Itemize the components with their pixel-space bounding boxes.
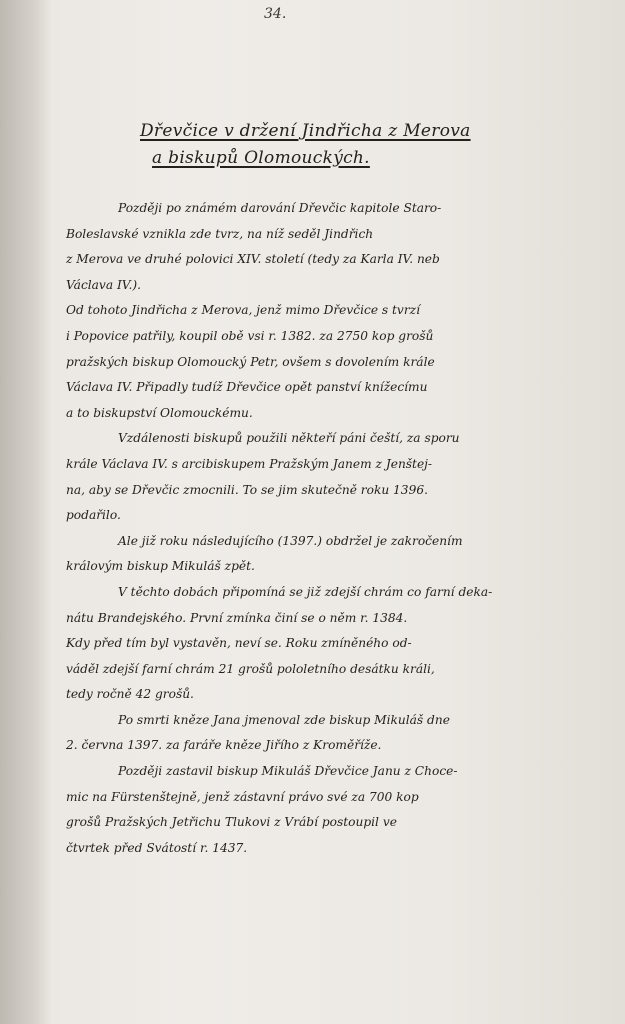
text-line: tedy ročně 42 grošů. [66, 687, 194, 702]
text-line: V těchto dobách připomíná se již zdejší chrám co farní deka- [118, 584, 493, 599]
text-line: podařilo. [66, 508, 121, 523]
text-line: i Popovice patřily, koupil obě vsi r. 1382. za 2750 kop grošů [66, 328, 434, 343]
handwritten-body [66, 196, 592, 861]
text-line: Václava IV. Připadly tudíž Dřevčice opět panství knížecímu [66, 380, 428, 395]
text-line: váděl zdejší farní chrám 21 grošů pololetního desátku králi, [66, 661, 435, 676]
text-line: 2. června 1397. za faráře kněze Jiřího z Kroměříže. [66, 738, 382, 753]
text-line: z Merova ve druhé polovici XIV. století (tedy za Karla IV. neb [66, 252, 440, 267]
text-line: na, aby se Dřevčic zmocnili. To se jim skutečně roku 1396. [66, 482, 428, 497]
title-line-2: a biskupů Olomouckých. [152, 148, 370, 168]
page-number: 34. [264, 6, 287, 22]
paragraph-4 [66, 529, 592, 580]
text-line: mic na Fürstenštejně, jenž zástavní právo své za 700 kop [66, 789, 419, 804]
text-line: Boleslavské vznikla zde tvrz, na níž seděl Jindřich [66, 226, 374, 241]
text-line: grošů Pražských Jetřichu Tlukovi z Vrábí postoupil ve [66, 815, 397, 830]
text-line: Od tohoto Jindřicha z Merova, jenž mimo Dřevčice s tvrzí [66, 303, 420, 318]
text-line: a to biskupství Olomouckému. [66, 405, 253, 420]
text-line: Po smrti kněze Jana jmenoval zde biskup Mikuláš dne [118, 712, 450, 727]
text-line: Kdy před tím byl vystavěn, neví se. Roku zmíněného od- [66, 636, 412, 651]
text-line: Později po známém darování Dřevčic kapitole Staro- [118, 201, 442, 215]
text-line: Ale již roku následujícího (1397.) obdržel je zakročením [118, 533, 463, 548]
text-line: krále Václava IV. s arcibiskupem Pražským Janem z Jenštej- [66, 456, 433, 471]
page-title [140, 118, 540, 172]
text-line: nátu Brandejského. První zmínka činí se o něm r. 1384. [66, 610, 408, 625]
text-line: královým biskup Mikuláš zpět. [66, 559, 255, 574]
paragraph-5 [66, 580, 592, 708]
paragraph-2 [66, 298, 592, 426]
paragraph-7 [66, 759, 592, 861]
paragraph-1 [66, 196, 592, 298]
text-line: Později zastavil biskup Mikuláš Dřevčice Janu z Choce- [118, 764, 458, 779]
text-line: čtvrtek před Svátostí r. 1437. [66, 840, 248, 855]
paragraph-3 [66, 426, 592, 528]
title-line-1: Dřevčice v držení Jindřicha z Merova [140, 121, 471, 141]
text-line: Václava IV.). [66, 277, 141, 292]
text-line: pražských biskup Olomoucký Petr, ovšem s dovolením krále [66, 354, 435, 369]
paragraph-6 [66, 708, 592, 759]
page-binding-shadow [0, 0, 52, 1024]
text-line: Vzdálenosti biskupů použili někteří páni čeští, za sporu [118, 431, 460, 446]
